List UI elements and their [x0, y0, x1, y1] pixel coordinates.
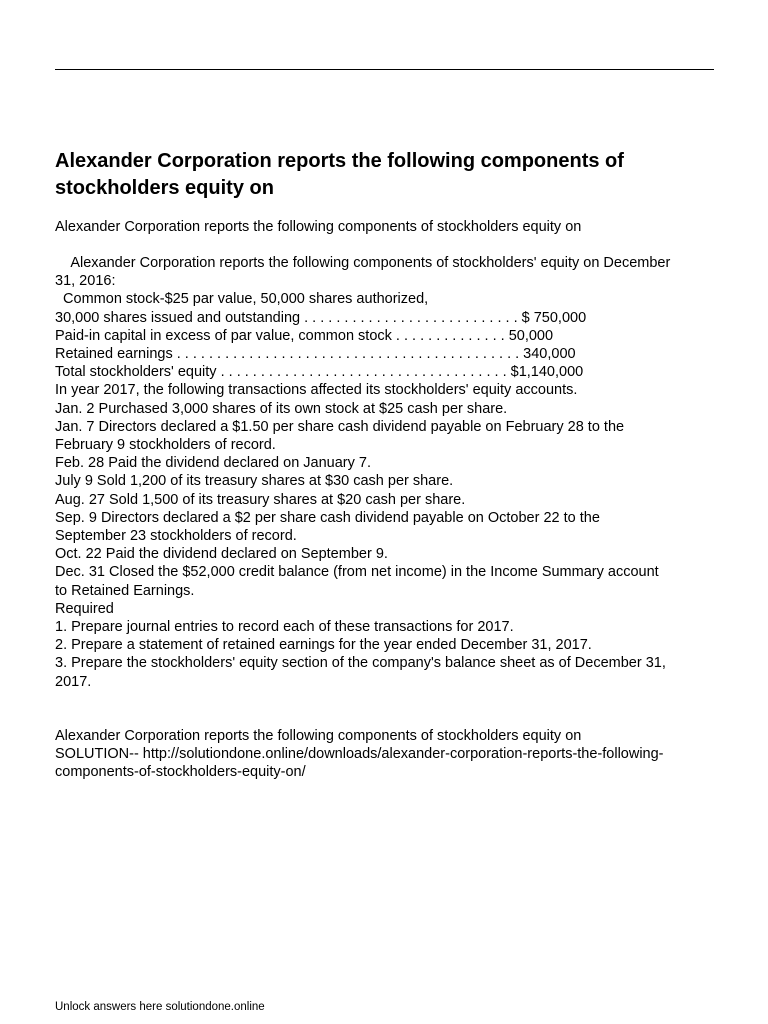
body-line: 2. Prepare a statement of retained earnings for the year ended December 31, 2017.	[55, 637, 592, 654]
solution-line: Alexander Corporation reports the following components of stockholders equity on	[55, 728, 582, 744]
body-line: Sep. 9 Directors declared a $2 per share cash dividend payable on October 22 to the	[55, 509, 600, 526]
body-line: Jan. 7 Directors declared a $1.50 per share cash dividend payable on February 28 to the	[55, 418, 625, 435]
body-line: 30,000 shares issued and outstanding . . . . . . . . . . . . . . . . . . . . . . . . . . . $ 750,000	[55, 309, 587, 326]
solution-link[interactable]: SOLUTION-- http://solutiondone.online/downloads/alexander-corporation-reports-the-following-	[55, 746, 664, 763]
problem-body	[55, 254, 720, 691]
body-line: 1. Prepare journal entries to record each of these transactions for 2017.	[55, 619, 514, 636]
body-line: Common stock-$25 par value, 50,000 shares authorized,	[55, 291, 429, 308]
body-line: to Retained Earnings.	[55, 582, 195, 599]
body-line: Paid-in capital in excess of par value, common stock . . . . . . . . . . . . . . 50,000	[55, 327, 554, 344]
top-divider	[55, 69, 714, 70]
body-line: Total stockholders' equity . . . . . . . . . . . . . . . . . . . . . . . . . . . . . . . . . . . . $1,140,000	[55, 364, 584, 381]
body-line: In year 2017, the following transactions affected its stockholders' equity accounts.	[55, 382, 578, 399]
body-line: Required	[55, 600, 114, 617]
solution-section	[55, 727, 725, 782]
body-line: Dec. 31 Closed the $52,000 credit balance (from net income) in the Income Summary account	[55, 564, 659, 581]
solution-link-continued[interactable]: components-of-stockholders-equity-on/	[55, 764, 306, 781]
body-line: Oct. 22 Paid the dividend declared on September 9.	[55, 546, 388, 563]
body-line: Retained earnings . . . . . . . . . . . . . . . . . . . . . . . . . . . . . . . . . . . . . . . . . . . 340,000	[55, 346, 576, 363]
footer-text: Unlock answers here solutiondone.online	[55, 1001, 265, 1013]
document-subtitle: Alexander Corporation reports the following components of stockholders equity on	[55, 219, 582, 235]
body-line: July 9 Sold 1,200 of its treasury shares at $30 cash per share.	[55, 473, 454, 490]
body-line: Jan. 2 Purchased 3,000 shares of its own stock at $25 cash per share.	[55, 400, 508, 417]
body-line: February 9 stockholders of record.	[55, 437, 276, 454]
body-line: September 23 stockholders of record.	[55, 528, 297, 545]
body-line: Alexander Corporation reports the following components of stockholders' equity on December	[55, 255, 671, 271]
body-line: 2017.	[55, 673, 92, 690]
body-line: Feb. 28 Paid the dividend declared on January 7.	[55, 455, 371, 472]
body-line: Aug. 27 Sold 1,500 of its treasury shares at $20 cash per share.	[55, 491, 466, 508]
document-title: Alexander Corporation reports the following components of stockholders equity on	[55, 150, 624, 199]
body-line: 31, 2016:	[55, 273, 116, 290]
body-line: 3. Prepare the stockholders' equity section of the company's balance sheet as of December 31,	[55, 655, 666, 672]
